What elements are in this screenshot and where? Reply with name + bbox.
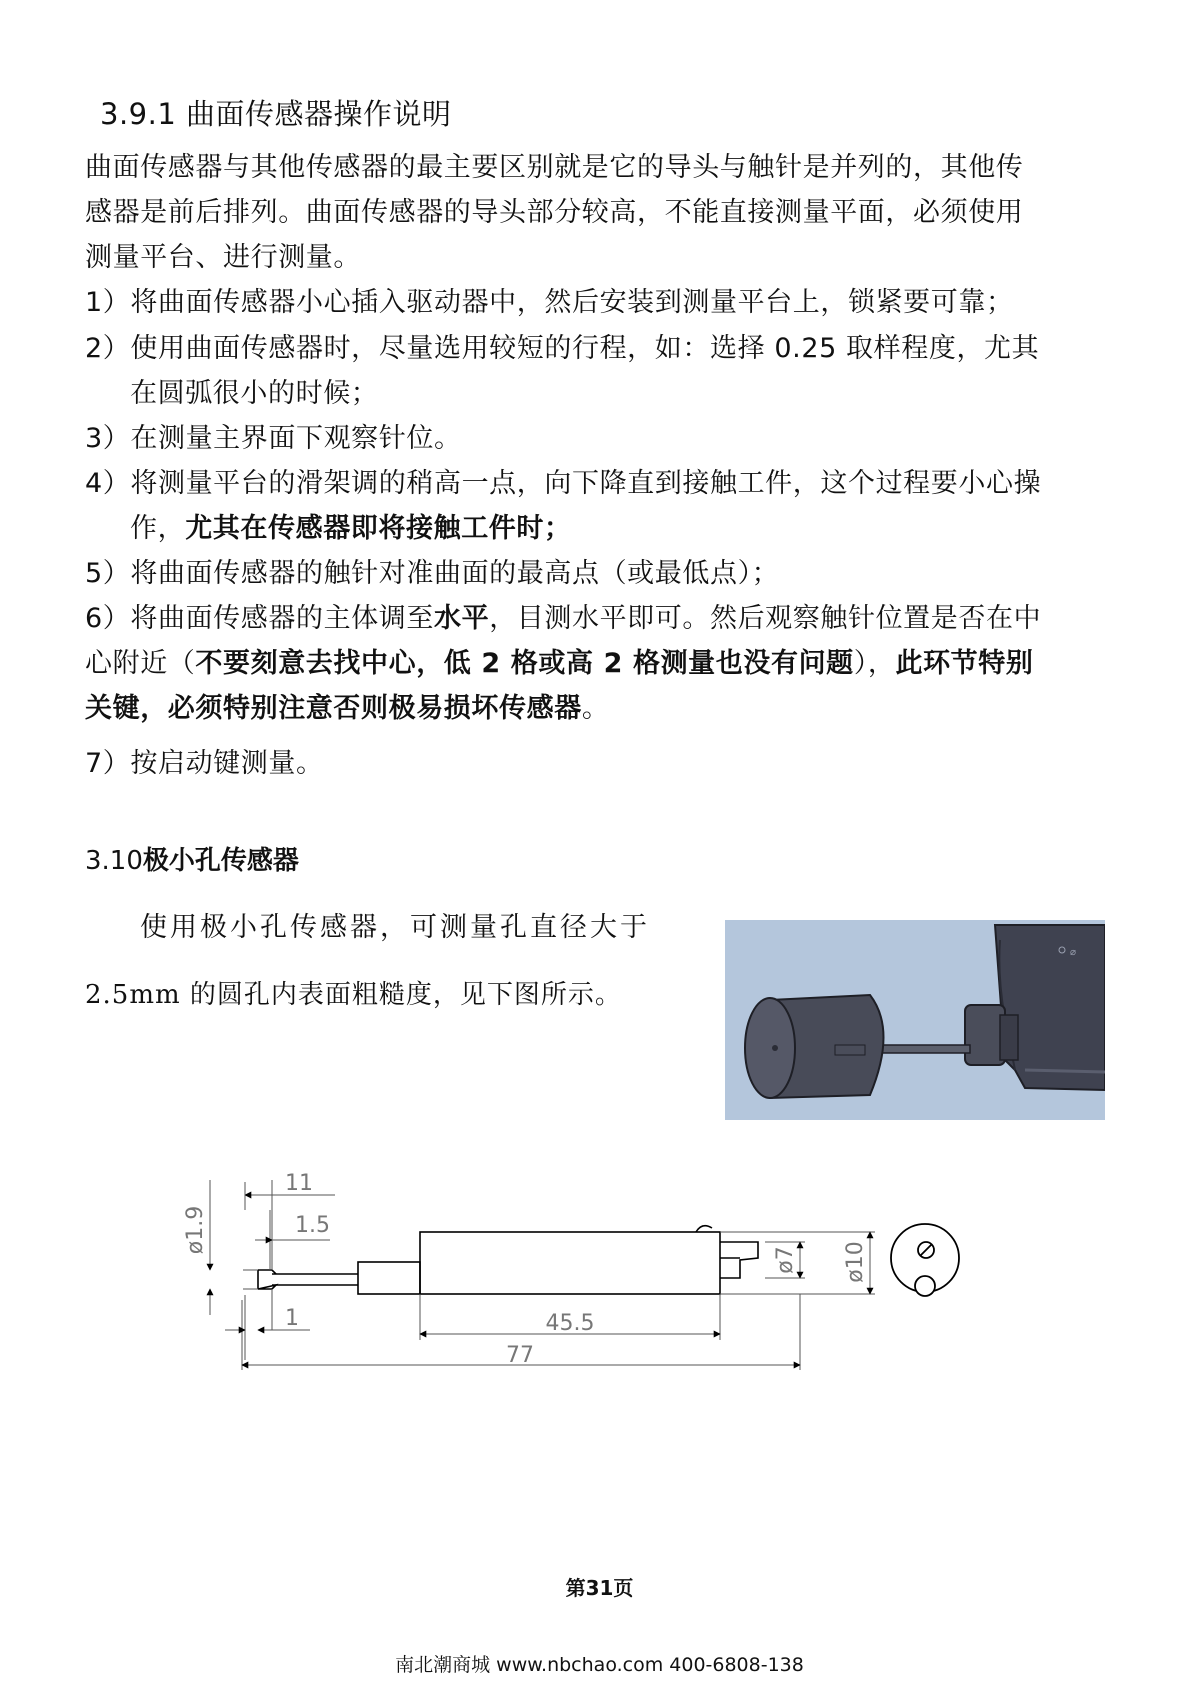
- dim-11: 11: [285, 1171, 313, 1196]
- step-6-line-2-b: 不要刻意去找中心，低 2 格或高 2 格测量也没有问题: [195, 648, 854, 679]
- page-number: 第31页: [565, 1576, 634, 1600]
- step-6-line-2-d: 此环节特别: [895, 648, 1034, 679]
- svg-text:⌀: ⌀: [1070, 947, 1077, 958]
- step-4-line-2-bold: 尤其在传感器即将接触工件时；: [185, 513, 572, 544]
- dim-45-5: 45.5: [545, 1311, 595, 1336]
- end-view-circle: [891, 1224, 959, 1296]
- section-title: 极小孔传感器: [142, 846, 299, 876]
- step-6-line-1-c: ，目测水平即可。然后观察触针位置是否在中: [489, 603, 1042, 634]
- step-6-line-3: [85, 686, 609, 731]
- step-6-line-1-b: 水平: [433, 603, 490, 634]
- dim-1: 1: [285, 1306, 299, 1331]
- step-2-line-1: 2）使用曲面传感器时，尽量选用较短的行程，如：选择 0.25 取样程度，尤其: [85, 333, 1040, 364]
- step-6-line-2-c: ），: [853, 648, 896, 679]
- step-6-line-1: [85, 596, 1041, 641]
- dim-diameter-7: ø7: [773, 1246, 798, 1274]
- dim-1-5: 1.5: [295, 1213, 330, 1238]
- dim-diameter-tip: ø1.9: [183, 1205, 208, 1255]
- step-6-line-2-a: 心附近（: [85, 648, 196, 679]
- step-4-line-2-normal: 作，: [130, 513, 186, 544]
- sensor-photo: [725, 920, 1105, 1120]
- step-7: 7）按启动键测量。: [85, 748, 324, 779]
- intro-line-1: 曲面传感器与其他传感器的最主要区别就是它的导头与触针是并列的，其他传: [85, 152, 1024, 183]
- step-6-line-3-bold: 关键，必须特别注意否则极易损坏传感器: [85, 693, 582, 724]
- step-4-line-2: [130, 506, 572, 551]
- step-4-line-1: 4）将测量平台的滑架调的稍高一点，向下降直到接触工件，这个过程要小心操: [85, 468, 1042, 499]
- step-6-line-1-a: 6）将曲面传感器的主体调至: [85, 603, 434, 634]
- section-title-3-10: [85, 840, 299, 877]
- step-5: 5）将曲面传感器的触针对准曲面的最高点（或最低点）；: [85, 558, 780, 589]
- intro-line-3: 测量平台、进行测量。: [85, 242, 361, 273]
- section-number: 3.10: [85, 846, 143, 876]
- sensor-dimension-drawing: [180, 1170, 1080, 1430]
- step-6-line-2: [85, 641, 1033, 686]
- intro-line-2: 感器是前后排列。曲面传感器的导头部分较高，不能直接测量平面，必须使用: [85, 197, 1024, 228]
- dim-diameter-10: ø10: [843, 1241, 868, 1283]
- dim-77: 77: [506, 1343, 534, 1368]
- step-3: 3）在测量主界面下观察针位。: [85, 423, 462, 454]
- desc-line-1: 使用极小孔传感器，可测量孔直径大于: [140, 912, 650, 943]
- step-2-line-2: 在圆弧很小的时候；: [130, 378, 379, 409]
- step-6-line-3-end: 。: [581, 693, 610, 724]
- desc-line-2: 2.5mm 的圆孔内表面粗糙度，见下图所示。: [85, 980, 622, 1010]
- step-1: 1）将曲面传感器小心插入驱动器中，然后安装到测量平台上，锁紧要可靠；: [85, 287, 1014, 318]
- footer-site: 南北潮商城 www.nbchao.com 400-6808-138: [395, 1654, 804, 1676]
- section-title-3-9-1: 3.9.1 曲面传感器操作说明: [100, 97, 452, 131]
